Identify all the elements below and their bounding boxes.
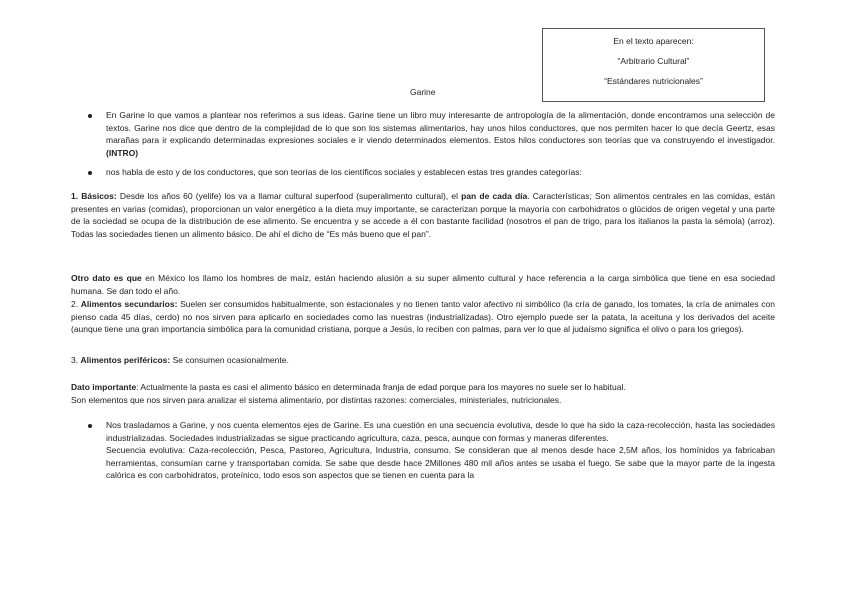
paragraph-secundarios	[71, 298, 775, 336]
callout-box	[542, 28, 765, 102]
otro-dato-text: en México los llamo los hombres de maíz, están haciendo alusión a su super alimento cultural y hace referencia a la carga simbólica que tiene en esa sociedad humana. Se dan todo el año.	[71, 273, 776, 296]
intro-tag: (INTRO)	[106, 147, 139, 158]
bullet-garine-ejes	[106, 419, 775, 482]
dato-importante-label: Dato importante	[71, 382, 137, 392]
callout-line-1: En el texto aparecen:	[613, 36, 694, 46]
bullet-dot	[88, 171, 92, 175]
pan-de-cada-dia: pan de cada día	[461, 191, 528, 201]
basicos-text-a: Desde los años 60 (yelife) los va a llamar cultural superfood (superalimento cultural), el	[116, 191, 462, 201]
secundarios-text: Suelen ser consumidos habitualmente, son estacionales y no tienen tanto valor afectivo ni simbólico (la cría de ganado, los tomates, la cría de animales con pienso cada 45 días, cerdo) no nos sirven para aplicarlo en sociedades como las nuestras (industrializadas). Otro ejemplo puede ser la patata, la aceituna y los derivados del aceite (aunque tiene una gran importancia simbólica para la comunidad cristiana, porque a Jesús, lo reciben con palmas, para ver lo que al judaísmo significa el olivo o para los griegos).	[71, 299, 775, 335]
garine-ejes-text: Nos trasladamos a Garine, y nos cuenta elementos ejes de Garine. Es una cuestión en una secuencia evolutiva, desde lo que ha sido la caza-recolección, hasta las sociedades industrializadas. Sociedades industrializadas se sigue practicando agricultura, caza, pesca, aunque con formas y maneras diferentes.	[106, 420, 775, 443]
paragraph-perifericos	[71, 354, 775, 367]
otro-dato-label: Otro dato es que	[71, 273, 142, 283]
bullet-dot	[88, 424, 92, 428]
perifericos-text: Se consumen ocasionalmente.	[170, 355, 289, 365]
callout-line-3: “Estándares nutricionales”	[604, 76, 703, 87]
secundarios-label: Alimentos secundarios:	[80, 299, 178, 309]
perifericos-label: Alimentos periféricos:	[80, 355, 171, 365]
bullet-intro	[106, 109, 775, 159]
bullet-dot	[88, 114, 92, 118]
dato-importante-line2: Son elementos que nos sirven para analizar el sistema alimentario, por distintas razones: comerciales, ministeriales, nutricionales.	[71, 394, 562, 405]
callout-line-2: “Arbitrario Cultural”	[617, 56, 690, 67]
basicos-text-b: . Características; Son alimentos centrales en las comidas, están presentes en varias (comidas), proporcionan un valor energético a la dieta muy importante, se caracterizan porque la mayoría con carbohidratos o glúcidos de origen vegetal y una parte de la sociedad se ocupa de la distribución de ese alimento. Se encuentra y se accede a él con bastante facilidad (nosotros el pan de trigo, para los italianos la pasta la sémola) (arroz). Todas las sociedades tienen un alimento básico. De ahí el dicho de “Es más bueno que el pan”.	[71, 191, 775, 239]
secundarios-prefix: 2.	[71, 299, 81, 309]
paragraph-dato-importante	[71, 381, 775, 406]
dato-importante-text: : Actualmente la pasta es casi el alimento básico en determinada franja de edad porque para los mayores no suele ser lo habitual.	[136, 382, 626, 392]
perifericos-prefix: 3.	[71, 355, 81, 365]
page-title: Garine	[410, 87, 436, 97]
basicos-label: 1. Básicos:	[71, 191, 117, 201]
bullet-categories: nos habla de esto y de los conductores, que son teorías de los científicos sociales y establecen estas tres grandes categorías:	[106, 167, 582, 177]
bullet-intro-text: En Garine lo que vamos a plantear nos referimos a sus ideas. Garine tiene un libro muy interesante de antropología de la alimentación, donde encontramos una selección de textos. Garine nos dice que dentro de la complejidad de lo que son los sistemas alimentarios, hay unos hilos conductores, que nos permiten hacer lo que decía Geertz, esas marañas para ir explicando determinadas expresiones sociales e ir viendo determinados elementos. Estos hilos conductores son teorías que va construyendo el investigador.	[106, 110, 775, 146]
paragraph-otro-dato	[71, 272, 775, 297]
secuencia-evolutiva-text: Secuencia evolutiva: Caza-recolección, Pesca, Pastoreo, Agricultura, Industria, consumo. Se consideran que al menos desde hace 2,5M años, los homínidos ya fabricaban herramientas, consumían carne y transportaban comida. Se sabe que desde hace 2Millones 480 mil años antes se usaba el fuego. Se sabe que la mayor parte de la ingesta calórica es con carbohidratos, proteínico, todo esos son aspectos que se tienen en cuenta para la	[106, 445, 775, 481]
paragraph-basicos	[71, 190, 775, 240]
